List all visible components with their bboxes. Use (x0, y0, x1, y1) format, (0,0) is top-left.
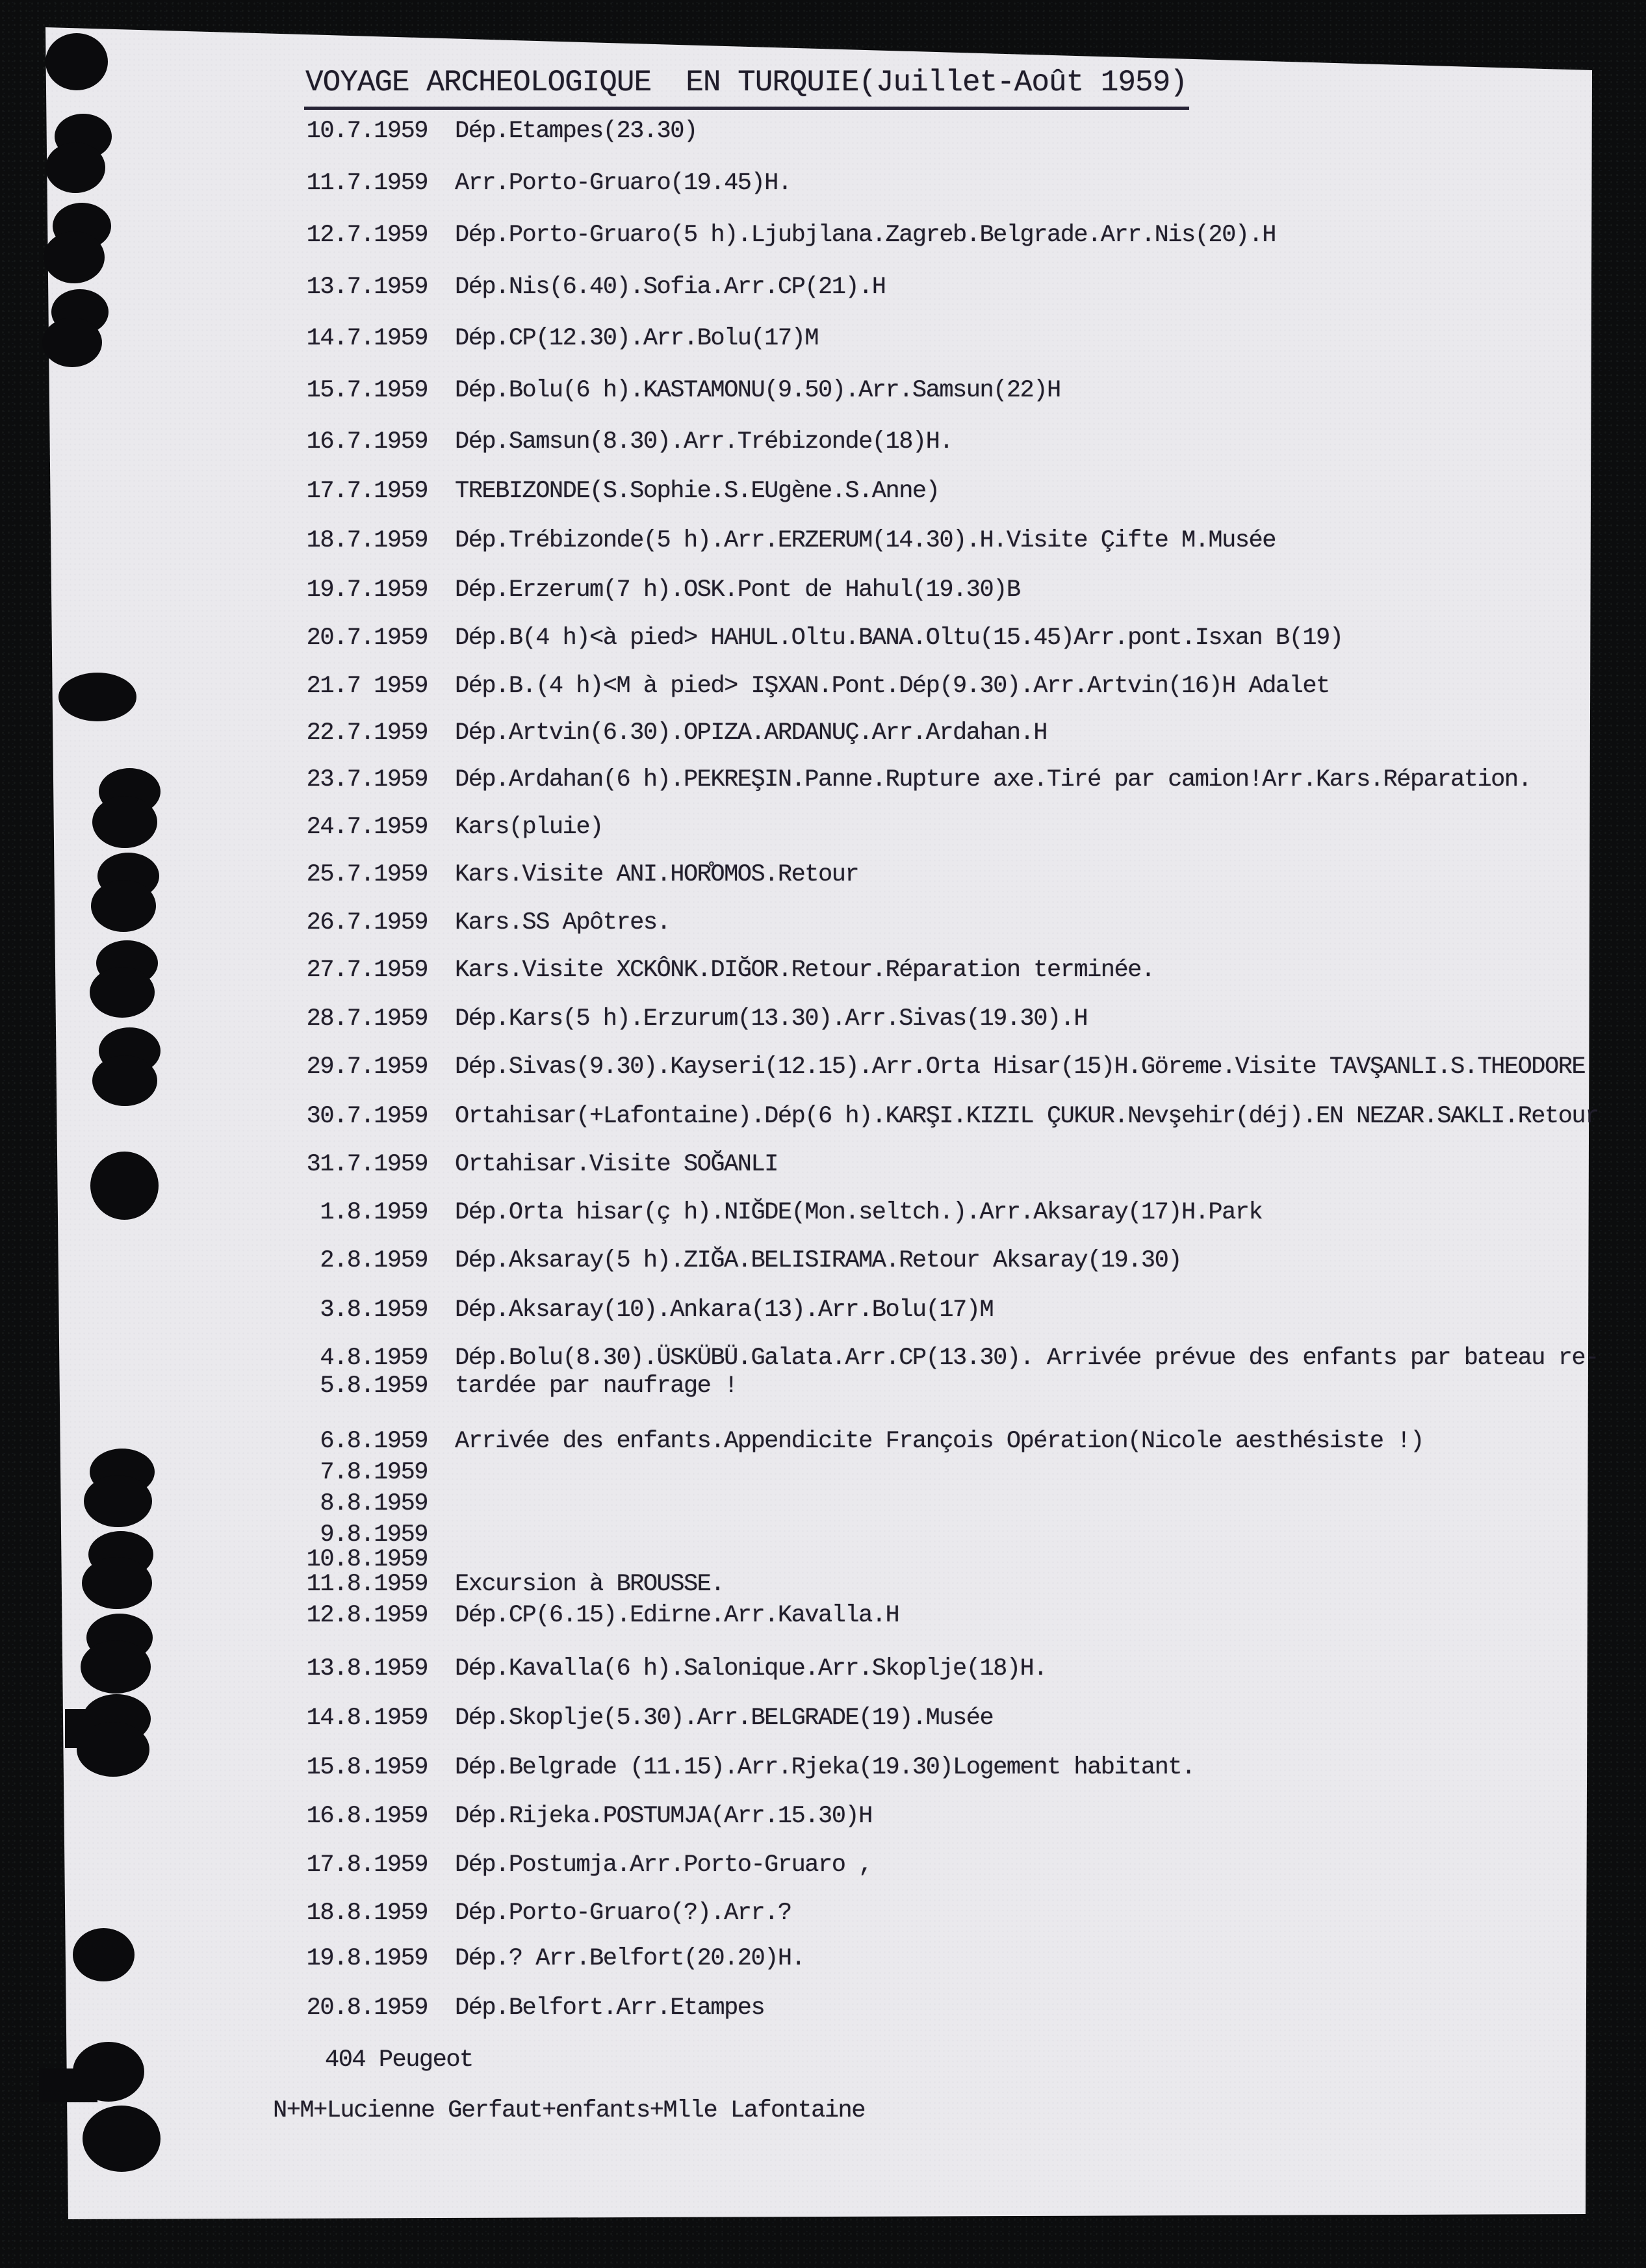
row-date: 29.7.1959 (306, 1053, 428, 1081)
itinerary-row (305, 1460, 455, 1486)
itinerary-row (305, 478, 939, 505)
row-date: 26.7.1959 (306, 909, 428, 936)
row-date: 14.8.1959 (306, 1705, 428, 1732)
row-entry: Dép.Trébizonde(5 h).Arr.ERZERUM(14.30).H.Visite Çifte M.Musée (455, 527, 1276, 554)
row-entry: Dép.Rijeka.POSTUMJA(Arr.15.30)H (455, 1803, 872, 1830)
car-note: 404 Peugeot (325, 2046, 473, 2074)
document-title: VOYAGE ARCHEOLOGIQUE EN TURQUIE(Juillet-Août 1959) (305, 66, 1187, 99)
row-date: 13.7.1959 (306, 274, 428, 301)
itinerary-row (305, 1428, 1424, 1455)
row-date: 17.8.1959 (306, 1851, 428, 1879)
row-entry: tardée par naufrage ! (455, 1372, 738, 1400)
row-entry: Ortahisar(+Lafontaine).Dép(6 h).KARŞI.KIZIL ÇUKUR.Nevşehir(déj).EN NEZAR.SAKLI.Retour (455, 1103, 1599, 1130)
row-date: 30.7.1959 (306, 1103, 428, 1130)
row-date: 16.7.1959 (306, 428, 428, 456)
row-entry: Dép.Orta hisar(ç h).NIĞDE(Mon.seltch.).Arr.Aksaray(17)H.Park (455, 1199, 1263, 1226)
row-date: 10.7.1959 (306, 118, 428, 145)
itinerary-row (305, 1755, 1195, 1781)
punch-hole (84, 1475, 152, 1527)
row-date: 16.8.1959 (306, 1803, 428, 1830)
itinerary-row (305, 625, 1343, 652)
row-entry: Kars.Visite ANI.HOR̊OMOS.Retour (455, 861, 859, 888)
punch-hole (92, 1055, 157, 1106)
row-entry: Dép.Skoplje(5.30).Arr.BELGRADE(19).Musée (455, 1705, 994, 1732)
row-date: 12.8.1959 (306, 1602, 428, 1629)
row-entry: Dép.Porto-Gruaro(?).Arr.? (455, 1900, 791, 1927)
itinerary-row (305, 1103, 1599, 1130)
itinerary-row (305, 1705, 993, 1732)
row-date: 14.7.1959 (306, 325, 428, 352)
row-date: 21.7 1959 (306, 673, 428, 700)
itinerary-row (305, 862, 858, 888)
itinerary-row (305, 957, 1155, 984)
itinerary-row (305, 1522, 455, 1549)
row-entry: Dép.Aksaray(5 h).ZIĞA.BELISIRAMA.Retour Aksaray(19.30) (455, 1247, 1181, 1274)
row-entry: Dép.CP(12.30).Arr.Bolu(17)M (455, 325, 818, 352)
punch-hole (58, 673, 136, 721)
itinerary-row (305, 274, 886, 301)
row-date: 8.8.1959 (320, 1490, 428, 1517)
row-entry: Dép.Aksaray(10).Ankara(13).Arr.Bolu(17)M (455, 1296, 994, 1324)
row-entry: Kars(pluie) (455, 814, 603, 841)
punch-hole (81, 1640, 151, 1694)
punch-hole (92, 796, 157, 848)
row-entry: Ortahisar.Visite SOĞANLI (455, 1151, 778, 1178)
itinerary-row (305, 378, 1061, 404)
itinerary-row (305, 910, 670, 936)
row-entry: Dép.Artvin(6.30).OPIZA.ARDANUÇ.Arr.Ardahan.H (455, 719, 1047, 747)
row-date: 15.7.1959 (306, 377, 428, 404)
itinerary-row (305, 1571, 724, 1598)
row-entry: TREBIZONDE(S.Sophie.S.EUgène.S.Anne) (455, 478, 940, 505)
row-date: 6.8.1959 (320, 1428, 428, 1455)
itinerary-row (305, 429, 953, 456)
edge-tear (39, 2068, 97, 2102)
itinerary-row (305, 1803, 872, 1830)
row-entry: Dép.Etampes(23.30) (455, 118, 697, 145)
punch-hole (90, 967, 155, 1018)
itinerary-row (305, 1656, 1047, 1682)
row-entry: Dép.Postumja.Arr.Porto-Gruaro , (455, 1851, 872, 1879)
itinerary-row (305, 1900, 791, 1927)
itinerary-row (305, 814, 603, 841)
row-date: 27.7.1959 (306, 957, 428, 984)
itinerary-row (305, 1547, 455, 1573)
itinerary-row (305, 326, 818, 352)
row-date: 10.8.1959 (306, 1546, 428, 1573)
row-date: 23.7.1959 (306, 766, 428, 793)
row-entry: Dép.Kavalla(6 h).Salonique.Arr.Skoplje(18)H. (455, 1655, 1047, 1682)
punch-hole (42, 318, 102, 367)
punch-hole (83, 2106, 161, 2172)
row-date: 22.7.1959 (306, 719, 428, 747)
title-underline (304, 107, 1189, 110)
punch-hole (82, 1557, 152, 1609)
row-entry: Dép.Belfort.Arr.Etampes (455, 1994, 765, 2022)
row-date: 5.8.1959 (320, 1372, 428, 1400)
itinerary-row (305, 1200, 1262, 1226)
row-date: 11.8.1959 (306, 1571, 428, 1598)
row-entry: Dép.Belgrade (11.15).Arr.Rjeka(19.30)Logement habitant. (455, 1754, 1195, 1781)
row-date: 25.7.1959 (306, 861, 428, 888)
row-entry: Dép.B.(4 h)<M à pied> IŞXAN.Pont.Dép(9.30).Arr.Artvin(16)H Adalet (455, 673, 1330, 700)
row-date: 24.7.1959 (306, 814, 428, 841)
row-entry: Dép.Sivas(9.30).Kayseri(12.15).Arr.Orta Hisar(15)H.Göreme.Visite TAVŞANLI.S.THEODORE (455, 1053, 1586, 1081)
row-date: 17.7.1959 (306, 478, 428, 505)
itinerary-row (305, 767, 1531, 793)
row-date: 11.7.1959 (306, 170, 428, 197)
row-entry: Dép.Bolu(8.30).ÜSKÜBÜ.Galata.Arr.CP(13.30). Arrivée prévue des enfants par bateau re- (455, 1345, 1599, 1372)
row-entry: Arr.Porto-Gruaro(19.45)H. (455, 170, 791, 197)
itinerary-row (305, 222, 1276, 249)
row-date: 20.7.1959 (306, 625, 428, 652)
row-entry: Dép.Samsun(8.30).Arr.Trébizonde(18)H. (455, 428, 953, 456)
row-date: 7.8.1959 (320, 1459, 428, 1486)
itinerary-row (305, 1345, 1599, 1372)
itinerary-row (305, 1297, 993, 1324)
row-entry: Kars.SS Apôtres. (455, 909, 671, 936)
itinerary-row (305, 1603, 899, 1629)
itinerary-row (305, 1373, 738, 1400)
row-entry: Dép.CP(6.15).Edirne.Arr.Kavalla.H (455, 1602, 899, 1629)
row-date: 3.8.1959 (320, 1296, 428, 1324)
row-entry: Dép.? Arr.Belfort(20.20)H. (455, 1945, 805, 1972)
row-date: 19.8.1959 (306, 1945, 428, 1972)
itinerary-row (305, 1006, 1087, 1033)
row-entry: Dép.Kars(5 h).Erzurum(13.30).Arr.Sivas(19.30).H (455, 1005, 1088, 1033)
itinerary-row (305, 720, 1047, 747)
row-date: 31.7.1959 (306, 1151, 428, 1178)
row-date: 4.8.1959 (320, 1345, 428, 1372)
punch-hole (44, 231, 105, 283)
row-date: 18.7.1959 (306, 527, 428, 554)
row-date: 20.8.1959 (306, 1994, 428, 2022)
row-date: 15.8.1959 (306, 1754, 428, 1781)
itinerary-row (305, 1946, 804, 1972)
row-entry: Dép.Nis(6.40).Sofia.Arr.CP(21).H (455, 274, 886, 301)
row-date: 19.7.1959 (306, 576, 428, 604)
row-date: 1.8.1959 (320, 1199, 428, 1226)
row-entry: Kars.Visite XCKÔNK.DIĞOR.Retour.Réparation terminée. (455, 957, 1155, 984)
row-date: 9.8.1959 (320, 1521, 428, 1549)
travellers-note: N+M+Lucienne Gerfaut+enfants+Mlle Lafontaine (273, 2097, 865, 2124)
row-date: 13.8.1959 (306, 1655, 428, 1682)
row-entry: Dép.Ardahan(6 h).PEKREŞIN.Panne.Rupture axe.Tiré par camion!Arr.Kars.Réparation. (455, 766, 1532, 793)
row-entry: Dép.B(4 h)<à pied> HAHUL.Oltu.BANA.Oltu(15.45)Arr.pont.Isxan B(19) (455, 625, 1343, 652)
itinerary-row (305, 1152, 778, 1178)
itinerary-row (305, 118, 697, 145)
punch-hole (91, 880, 156, 932)
itinerary-row (305, 1248, 1181, 1274)
itinerary-row (305, 1995, 764, 2022)
row-date: 28.7.1959 (306, 1005, 428, 1033)
row-date: 18.8.1959 (306, 1900, 428, 1927)
itinerary-row (305, 1054, 1585, 1081)
row-entry: Dép.Bolu(6 h).KASTAMONU(9.50).Arr.Samsun(22)H (455, 377, 1061, 404)
itinerary-row (305, 577, 1020, 604)
row-entry: Arrivée des enfants.Appendicite François Opération(Nicole aesthésiste !) (455, 1428, 1424, 1455)
punch-hole (90, 1152, 159, 1220)
itinerary-row (305, 1852, 872, 1879)
row-entry: Excursion à BROUSSE. (455, 1571, 725, 1598)
row-date: 12.7.1959 (306, 222, 428, 249)
punch-hole (73, 1928, 135, 1981)
itinerary-row (305, 528, 1276, 554)
punch-hole (45, 142, 105, 193)
row-entry: Dép.Porto-Gruaro(5 h).Ljubjlana.Zagreb.Belgrade.Arr.Nis(20).H (455, 222, 1276, 249)
row-date: 2.8.1959 (320, 1247, 428, 1274)
row-entry: Dép.Erzerum(7 h).OSK.Pont de Hahul(19.30)B (455, 576, 1020, 604)
punch-hole (45, 33, 108, 90)
edge-tear (65, 1709, 94, 1748)
itinerary-row (305, 673, 1330, 700)
itinerary-row (305, 170, 791, 197)
itinerary-row (305, 1491, 455, 1517)
